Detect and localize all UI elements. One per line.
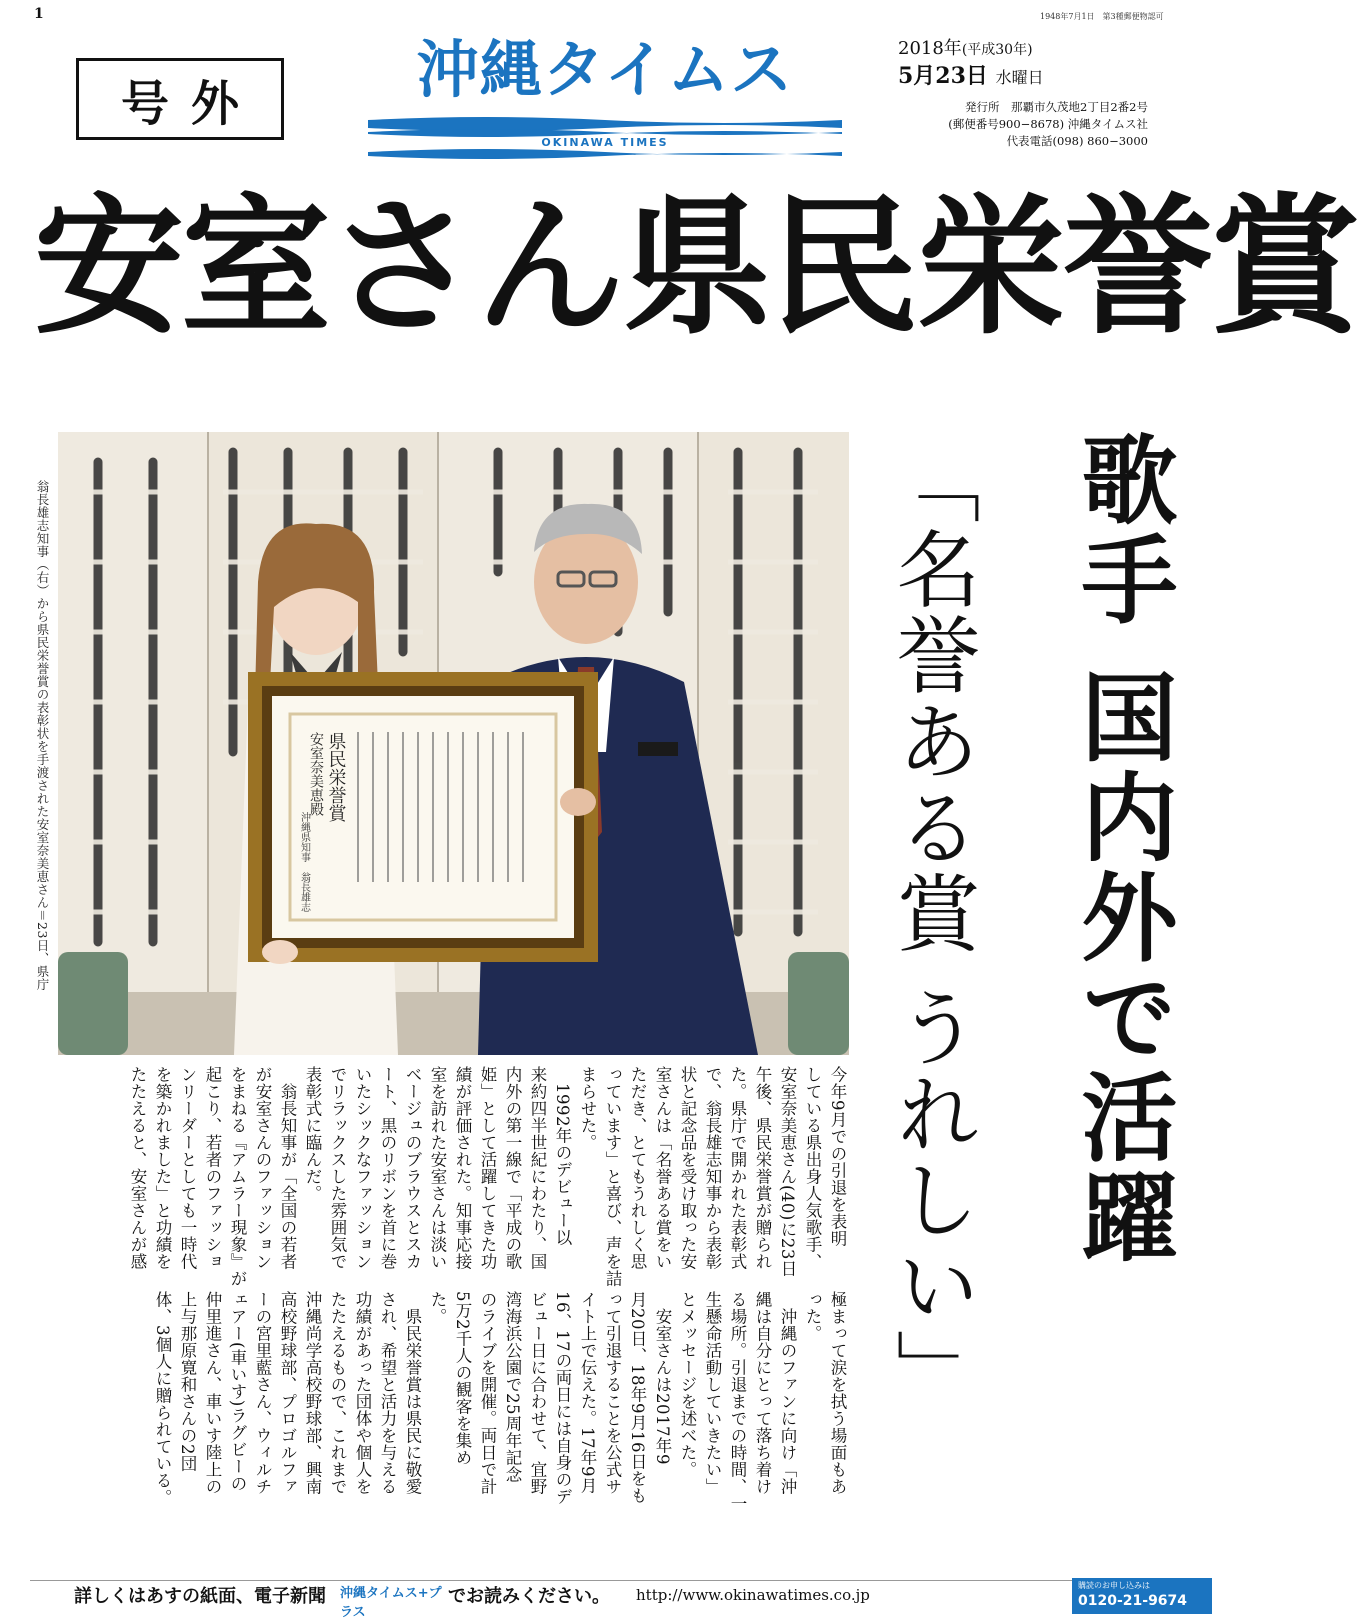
page-number: 1 [34,6,44,22]
article-line: 16、17の両日には自身のデ [553,1291,572,1505]
main-headline: 安室さん県民栄誉賞 [34,181,1357,355]
article-line: 室さんは「名誉ある賞をい [653,1066,672,1270]
article-line: 安室奈美恵さん(40)に23日 [778,1066,797,1277]
footer-read-more-prefix: 詳しくはあすの紙面、電子新聞 [74,1586,326,1607]
article-line: している県出身人気歌手、 [803,1066,822,1270]
masthead-english: OKINAWA TIMES [541,136,669,149]
article-line: を築かれました」と功績を [153,1066,172,1270]
article-line: ーの宮里藍さん、ウィルチ [253,1291,272,1495]
article-line: 湾海浜公園で25周年記念 [503,1291,522,1483]
article-line: た。県庁で開かれた表彰式 [728,1066,747,1270]
article-line: ただき、とてもうれしく思 [628,1066,647,1270]
article-line: 生懸命活動していきたい」 [703,1291,722,1495]
certificate-signature: 沖縄県知事 翁長雄志 [298,812,310,912]
date-weekday: 水曜日 [995,68,1044,87]
article-line: 起こり、若者のファッショ [203,1066,222,1270]
article-line: 内外の第一線で「平成の歌 [503,1066,522,1270]
article-line: 翁長知事が「全国の若者 [278,1066,297,1270]
article-line: 状と記念品を受け取った安 [678,1066,697,1270]
article-line: 表彰式に臨んだ。 [303,1066,322,1202]
footer-digital-logo: 沖縄タイムス+プラス [340,1586,442,1620]
article-line: 高校野球部、プロゴルファ [278,1291,297,1495]
article-line: ート、黒のリボンを首に巻 [378,1066,397,1270]
article-line: 県民栄誉賞は県民に敬愛 [403,1291,422,1495]
article-line: まらせた。 [578,1066,597,1151]
article-line: 沖縄尚学高校野球部、興南 [303,1291,322,1495]
article-line: いたシックなファッション [353,1066,372,1270]
article-line: 室を訪れた安室さんは淡い [428,1066,447,1270]
article-line: 姫」として活躍してきた功 [478,1066,497,1270]
article-line: 午後、県民栄誉賞が贈られ [753,1066,772,1270]
article-line: 上与那原寛和さんの2団 [178,1291,197,1472]
article-line: が安室さんのファッション [253,1066,272,1270]
edition-info: 1948年7月1日 第3種郵便物認可 [1040,12,1164,21]
publisher-postal: (郵便番号900−8678) 沖縄タイムス社 [948,117,1148,131]
article-line: 5万2千人の観客を集め [453,1291,472,1466]
article-line: 来約四半世紀にわたり、国 [528,1066,547,1270]
footer-divider [30,1580,1212,1581]
article-line: 極まって涙を拭う場面もあ [828,1291,847,1495]
article-line: って引退することを公式サ [603,1291,622,1495]
article-line: 功績があった団体や個人を [353,1291,372,1495]
date-year: 2018年 [898,38,962,59]
article-line: のライブを開催。両日で計 [478,1291,497,1495]
article-line: る場所。引退までの時間、一 [728,1291,747,1512]
photo-caption: 翁長雄志知事（右）から県民栄誉賞の表彰状を手渡された安室奈美恵さん＝23日、県庁 [35,480,50,991]
article-line: 沖縄のファンに向け「沖 [778,1291,797,1495]
article-top-block [128,1066,850,1287]
article-line: った。 [803,1291,822,1342]
extra-edition-box [76,58,284,140]
article-line: 績が評価された。知事応接 [453,1066,472,1270]
article-line: とメッセージを述べた。 [678,1291,697,1478]
article-line: 月20日、18年9月16日をも [628,1291,647,1504]
article-line: イト上で伝えた。17年9月 [578,1291,597,1494]
article-line: 体、3個人に贈られている。 [153,1291,172,1506]
masthead-logo [368,30,842,158]
article-line: たたえるもので、これまで [328,1291,347,1495]
extra-edition-label: 号外 [120,75,261,132]
article-line: をまねる『アムラー現象』が [228,1066,247,1287]
date-publisher-block [898,38,1218,150]
subscribe-box [1072,1578,1212,1614]
subscribe-phone: 0120-21-9674 [1078,1593,1188,1609]
article-line: 縄は自分にとって落ち着け [753,1291,772,1495]
article-line: ェアー(車いす)ラグビーの [228,1291,247,1492]
certificate-title: 県民栄誉賞 [325,732,347,822]
article-line: ベージュのブラウスとスカ [403,1066,422,1270]
footer-read-more-suffix: でお読みください。 [448,1586,610,1607]
article-line: たたえると、安室さんが感 [128,1066,147,1270]
article-line: っています」と喜び、声を詰 [603,1066,622,1287]
subscribe-label: 購読のお申し込みは [1078,1581,1150,1590]
sub-headline-singer: 歌手 国内外で活躍 [1066,430,1178,1268]
article-body [50,1066,850,1526]
article-line: ンリーダーとしても一時代 [178,1066,197,1270]
masthead-title: 沖縄タイムス [416,33,794,106]
article-line: 1992年のデビュー以 [553,1066,572,1246]
publisher-address: 発行所 那覇市久茂地2丁目2番2号 [965,100,1148,114]
article-line: 今年9月での引退を表明 [828,1066,847,1247]
article-line: ビュー日に合わせて、宜野 [528,1291,547,1495]
date-era: (平成30年) [961,42,1033,58]
sub-headline-quote: 「名誉ある賞 うれしい」 [883,440,981,1415]
article-line: で、翁長雄志知事から表彰 [703,1066,722,1270]
article-line: でリラックスした雰囲気で [328,1066,347,1270]
article-line: され、希望と活力を与える [378,1291,397,1495]
article-bottom-block [153,1291,850,1512]
award-ceremony-photo [58,432,849,1055]
publisher-phone: 代表電話(098) 860−3000 [1006,134,1148,148]
article-line: 安室さんは2017年9 [653,1291,672,1465]
date-day: 5月23日 [898,63,988,89]
footer-url[interactable]: http://www.okinawatimes.co.jp [636,1586,870,1604]
article-line: 仲里進さん、車いす陸上の [203,1291,222,1495]
article-line: た。 [428,1291,447,1325]
certificate-name: 安室奈美恵殿 [308,732,324,816]
